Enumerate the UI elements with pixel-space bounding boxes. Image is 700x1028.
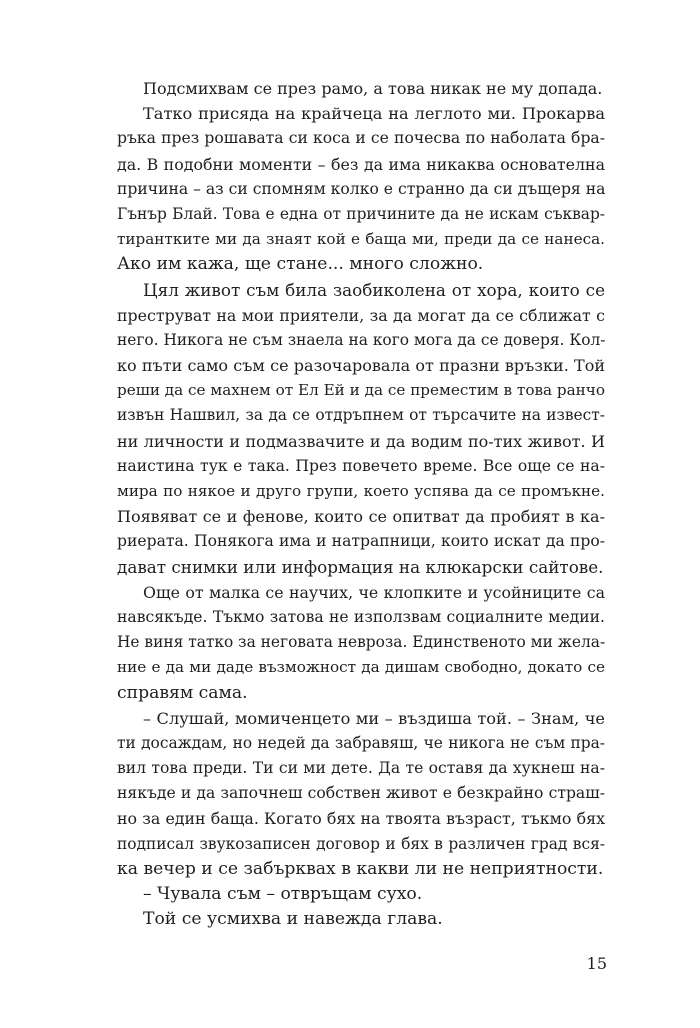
text-line: него. Никога не съм знаела на кого мога да се доверя. Кол- [117, 330, 606, 349]
text-line: ти досаждам, но недей да забравяш, че никога не съм пра- [117, 733, 605, 752]
text-line: Татко присяда на крайчеца на леглото ми. Прокарва [143, 104, 605, 124]
text-line: тирантките ми да знаят кой е баща ми, преди да се нанеса. [117, 230, 605, 249]
text-line: причина – аз си спомням колко е странно да си дъщеря на [117, 179, 606, 198]
text-line: Той се усмихва и навежда глава. [143, 909, 443, 930]
text-line: Ако им кажа, ще стане... много сложно. [117, 254, 484, 275]
text-line: извън Нашвил, за да се отдръпнем от търсачите на извест- [117, 406, 605, 425]
text-line: навсякъде. Тъкмо затова не използвам социалните медии. [117, 607, 605, 626]
text-line: ръка през рошавата си коса и се почесва по наболата бра- [117, 129, 605, 148]
paragraph [117, 882, 605, 907]
text-line: подписал звукозаписен договор и бях в различен град вся- [117, 834, 605, 853]
page-number: 15 [586, 954, 607, 973]
paragraph [117, 580, 605, 706]
text-line: наистина тук е така. През повечето време. Все още се на- [117, 456, 605, 475]
text-line: Подсмихвам се през рамо, а това никак не му допада. [143, 79, 603, 98]
text-line: – Слушай, момиченцето ми – въздиша той. – Знам, че [143, 708, 605, 728]
text-line: ка вечер и се забърквах в какви ли не неприятности. [117, 858, 604, 879]
paragraph [117, 101, 605, 277]
body-text [117, 76, 605, 932]
text-line: справям сама. [117, 682, 248, 703]
text-line: преструват на мои приятели, за да могат да се сближат с [117, 305, 605, 325]
text-line: дават снимки или информация на клюкарски сайтове. [117, 556, 604, 577]
text-line: Появяват се и фенове, които се опитват да пробият в ка- [117, 507, 605, 527]
paragraph [117, 907, 605, 932]
text-line: ние е да ми даде възможност да дишам свободно, докато се [117, 658, 605, 677]
paragraph [117, 278, 605, 580]
text-line: реши да се махнем от Ел Ей и да се преместим в това ранчо [117, 381, 605, 400]
text-line: Цял живот съм била заобиколена от хора, които се [143, 279, 605, 300]
paragraph [117, 76, 605, 101]
paragraph [117, 706, 605, 882]
text-line: Още от малка се научих, че клопките и усойниците са [143, 582, 605, 602]
text-line: ко пъти само съм се разочаровала от празни връзки. Той [117, 356, 605, 376]
text-line: мира по някое и друго групи, което успява да се промъкне. [117, 482, 605, 500]
text-line: Не виня татко за неговата невроза. Единственото ми жела- [117, 633, 606, 652]
text-line: някъде и да започнеш собствен живот е безкрайно страш- [117, 784, 605, 803]
text-line: риерата. Понякога има и натрапници, които искат да про- [117, 532, 605, 551]
text-line: да. В подобни моменти – без да има никаква основателна [117, 154, 605, 174]
text-line: но за един баща. Когато бях на твоята възраст, тъкмо бях [117, 809, 605, 829]
text-line: Гънър Блай. Това е една от причините да не искам съквар- [117, 204, 605, 223]
text-line: вил това преди. Ти си ми дете. Да те оставя да хукнеш на- [117, 759, 605, 778]
text-line: ни личности и подмазвачите и да водим по-тих живот. И [117, 431, 605, 451]
text-line: – Чувала съм – отвръщам сухо. [143, 884, 423, 904]
